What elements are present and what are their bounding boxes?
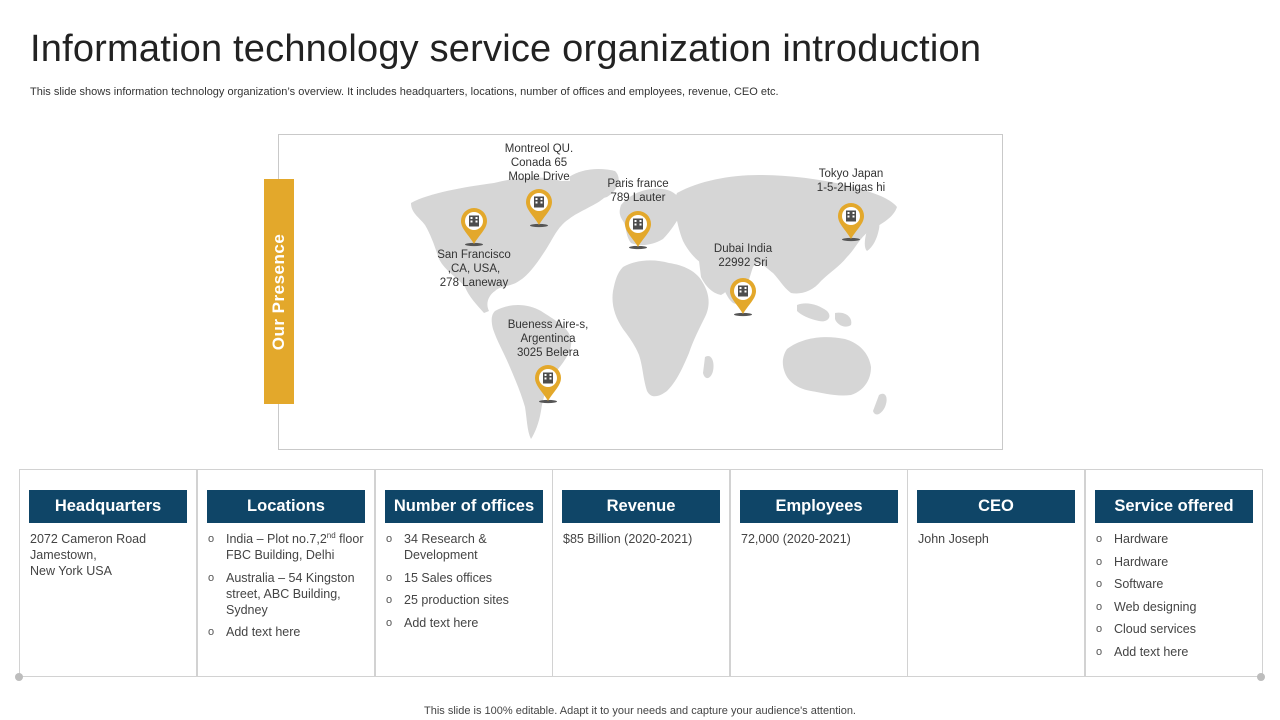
list-item: o India – Plot no.7,2nd floor FBC Building, Delhi: [208, 531, 366, 563]
pin-label-paris: Paris france 789 Lauter: [607, 178, 669, 204]
card-offices: [375, 469, 553, 677]
list-item: o Cloud services: [1096, 621, 1254, 637]
slide-subtitle: This slide shows information technology organization’s overview. It includes headquarters, locations, number of offices and employees, revenue, CEO etc.: [30, 86, 779, 98]
card-body-headquarters: [30, 531, 188, 579]
list-item: o Add text here: [208, 624, 366, 640]
presence-label: Our Presence: [269, 233, 288, 350]
pin-label-montreal: Montreol QU. Conada 65 Mople Drive: [504, 143, 574, 183]
list-item: o Hardware: [1096, 531, 1254, 547]
slide-title: Information technology service organization introduction: [30, 28, 982, 70]
card-body-locations: [208, 531, 366, 647]
pin-label-dubai: Dubai India 22992 Sri: [713, 243, 773, 269]
card-employees: [730, 469, 908, 677]
card-title-locations: Locations: [207, 490, 365, 523]
card-title-offices: Number of offices: [385, 490, 543, 523]
list-item: o 34 Research & Development: [386, 531, 544, 563]
list-item: o 15 Sales offices: [386, 570, 544, 586]
list-item: o Add text here: [386, 615, 544, 631]
pin-label-buenos-aires: Bueness Aire-s, Argentinca 3025 Belera: [507, 319, 589, 359]
decorative-dot-left: [15, 673, 23, 681]
decorative-dot-right: [1257, 673, 1265, 681]
card-locations: [197, 469, 375, 677]
list-item: o Australia – 54 Kingston street, ABC Building, Sydney: [208, 570, 366, 618]
pin-label-tokyo: Tokyo Japan 1-5-2Higas hi: [816, 168, 886, 194]
pin-label-san-francisco: San Francisco ,CA, USA, 278 Laneway: [437, 249, 511, 289]
card-title-headquarters: Headquarters: [29, 490, 187, 523]
list-item: o 25 production sites: [386, 592, 544, 608]
card-body-services: [1096, 531, 1254, 666]
list-item: o Add text here: [1096, 644, 1254, 660]
employees-value: 72,000 (2020-2021): [741, 532, 851, 546]
card-body-offices: [386, 531, 544, 637]
presence-bar: [264, 179, 294, 404]
card-title-services: Service offered: [1095, 490, 1253, 523]
office-building-icon[interactable]: [524, 188, 554, 228]
list-item: o Web designing: [1096, 599, 1254, 615]
card-title-ceo: CEO: [917, 490, 1075, 523]
office-building-icon[interactable]: [728, 277, 758, 317]
list-item: o Hardware: [1096, 554, 1254, 570]
card-headquarters: [19, 469, 197, 677]
office-building-icon[interactable]: [623, 210, 653, 250]
card-ceo: [907, 469, 1085, 677]
office-building-icon[interactable]: [459, 207, 489, 247]
office-building-icon[interactable]: [836, 202, 866, 242]
card-revenue: [552, 469, 730, 677]
card-body-employees: [741, 531, 899, 547]
card-services: [1085, 469, 1263, 677]
list-item: o Software: [1096, 576, 1254, 592]
card-title-revenue: Revenue: [562, 490, 720, 523]
office-building-icon[interactable]: [533, 364, 563, 404]
revenue-value: $85 Billion (2020-2021): [563, 532, 693, 546]
card-body-revenue: [563, 531, 721, 547]
slide-footer: This slide is 100% editable. Adapt it to your needs and capture your audience's attention.: [424, 705, 856, 717]
card-title-employees: Employees: [740, 490, 898, 523]
card-body-ceo: [918, 531, 1076, 547]
headquarters-address: 2072 Cameron Road Jamestown, New York USA: [30, 532, 147, 578]
ceo-name: John Joseph: [918, 532, 989, 546]
